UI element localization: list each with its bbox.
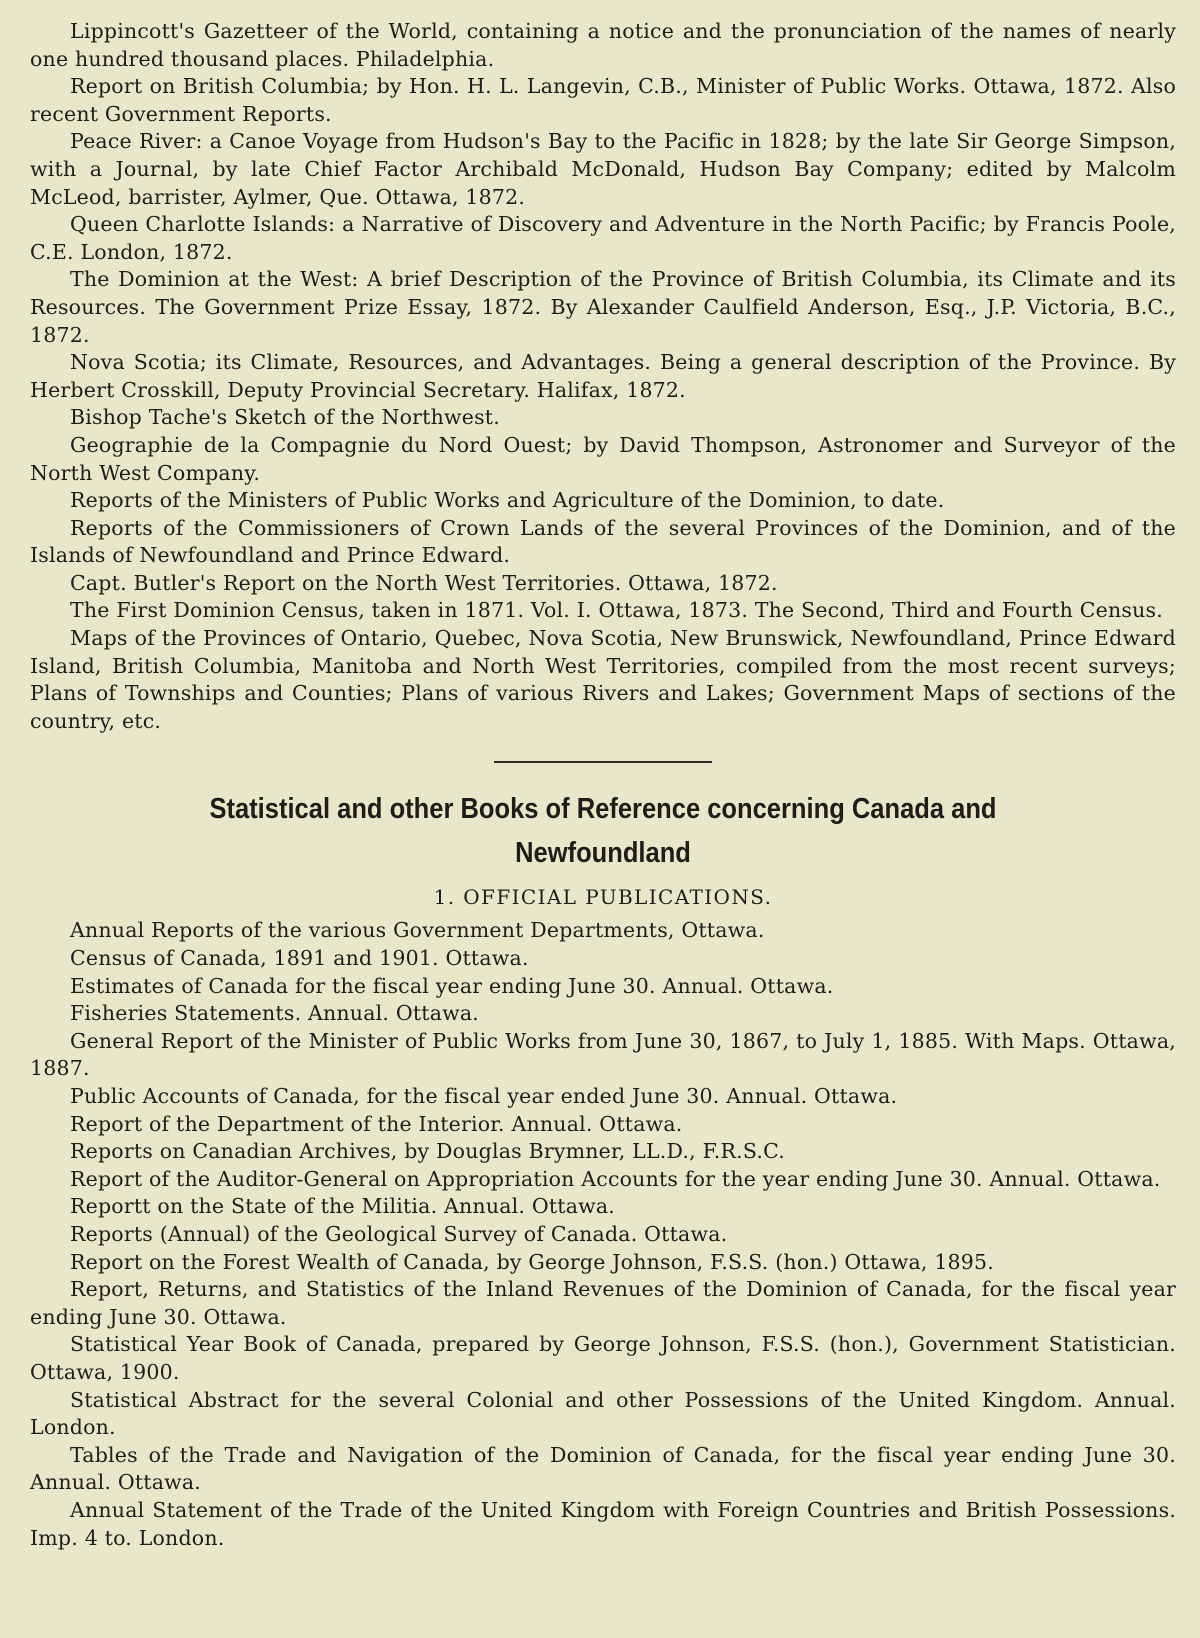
official-publications-list xyxy=(30,917,1176,1552)
reference-entry: Report on British Columbia; by Hon. H. L. Langevin, C.B., Minister of Public Works. Ottawa, 1872. Also recent Government Reports. xyxy=(30,74,1176,126)
publication-entry: Reports (Annual) of the Geological Survey of Canada. Ottawa. xyxy=(70,1221,728,1246)
publication-entry: Public Accounts of Canada, for the fiscal year ended June 30. Annual. Ottawa. xyxy=(70,1084,898,1108)
publication-entry: Report of the Auditor-General on Appropriation Accounts for the year ending June 30. Annual. Ottawa. xyxy=(70,1166,1161,1191)
publication-entry: Report, Returns, and Statistics of the Inland Revenues of the Dominion of Canada, for the fiscal year ending June 30. Ottawa. xyxy=(30,1277,1176,1329)
reference-entry: Geographie de la Compagnie du Nord Ouest; by David Thompson, Astronomer and Surveyor of the North West Company. xyxy=(30,432,1176,485)
reference-entry: Lippincott's Gazetteer of the World, containing a notice and the pronunciation of the names of nearly one hundred thousand places. Philadelphia. xyxy=(30,19,1176,71)
reference-entry: Reports of the Commissioners of Crown Lands of the several Provinces of the Dominion, and of the Islands of Newfoundland and Prince Edward. xyxy=(30,515,1176,568)
reference-entry: The First Dominion Census, taken in 1871. Vol. I. Ottawa, 1873. The Second, Third and Fourth Census. xyxy=(70,598,1163,623)
section-heading-line: Newfoundland xyxy=(515,837,691,870)
section-heading-line: Statistical and other Books of Reference concerning Canada and xyxy=(209,793,997,826)
publication-entry: Annual Statement of the Trade of the United Kingdom with Foreign Countries and British Possessions. Imp. 4 to. London. xyxy=(30,1497,1176,1550)
reference-entry: Reports of the Ministers of Public Works and Agriculture of the Dominion, to date. xyxy=(70,488,945,513)
section-heading xyxy=(99,787,1107,875)
reference-entry: Queen Charlotte Islands: a Narrative of Discovery and Adventure in the North Pacific; by Francis Poole, C.E. London, 1872. xyxy=(30,212,1176,264)
publication-entry: Reportt on the State of the Militia. Annual. Ottawa. xyxy=(70,1194,616,1219)
reference-entry: Peace River: a Canoe Voyage from Hudson's Bay to the Pacific in 1828; by the late Sir George Simpson, with a Journal, by late Chief Factor Archibald McDonald, Hudson Bay Company; edited by Malcolm McLeod, barrister, Aylmer, Que. Ottawa, 1872. xyxy=(30,129,1176,209)
publication-entry: Statistical Year Book of Canada, prepared by George Johnson, F.S.S. (hon.), Government Statistician. Ottawa, 1900. xyxy=(30,1332,1176,1384)
publication-entry: Census of Canada, 1891 and 1901. Ottawa. xyxy=(70,946,529,971)
section-divider xyxy=(494,761,712,763)
publication-entry: Statistical Abstract for the several Colonial and other Possessions of the United Kingdom. Annual. London. xyxy=(30,1387,1176,1440)
reference-entry: Bishop Tache's Sketch of the Northwest. xyxy=(70,405,500,430)
publication-entry: Annual Reports of the various Government Departments, Ottawa. xyxy=(70,918,765,943)
publication-entry: General Report of the Minister of Public Works from June 30, 1867, to July 1, 1885. With Maps. Ottawa, 1887. xyxy=(30,1028,1176,1081)
publication-entry: Fisheries Statements. Annual. Ottawa. xyxy=(70,1001,480,1026)
section-subheading: 1. OFFICIAL PUBLICATIONS. xyxy=(433,885,773,910)
publication-entry: Report of the Department of the Interior. Annual. Ottawa. xyxy=(70,1111,683,1136)
publication-entry: Tables of the Trade and Navigation of the Dominion of Canada, for the fiscal year ending June 30. Annual. Ottawa. xyxy=(30,1442,1176,1495)
publication-entry: Estimates of Canada for the fiscal year ending June 30. Annual. Ottawa. xyxy=(70,973,834,998)
reference-entry: Nova Scotia; its Climate, Resources, and Advantages. Being a general description of the Province. By Herbert Crosskill, Deputy Provincial Secretary. Halifax, 1872. xyxy=(30,350,1176,402)
reference-entry: Maps of the Provinces of Ontario, Quebec, Nova Scotia, New Brunswick, Newfoundland, Prince Edward Island, British Columbia, Manitoba and North West Territories, compiled from the most recent surveys; Plans of Townships and Counties; Plans of various Rivers and Lakes; Government Maps of sections of the country, etc. xyxy=(30,626,1176,733)
publication-entry: Reports on Canadian Archives, by Douglas Brymner, LL.D., F.R.S.C. xyxy=(70,1139,785,1164)
reference-entry: Capt. Butler's Report on the North West Territories. Ottawa, 1872. xyxy=(70,570,778,595)
reference-list xyxy=(30,18,1176,735)
reference-entry: The Dominion at the West: A brief Description of the Province of British Columbia, its Climate and its Resources. The Government Prize Essay, 1872. By Alexander Caulfield Anderson, Esq., J.P. Victoria, B.C., 1872. xyxy=(30,267,1176,347)
publication-entry: Report on the Forest Wealth of Canada, by George Johnson, F.S.S. (hon.) Ottawa, 1895. xyxy=(70,1249,995,1274)
